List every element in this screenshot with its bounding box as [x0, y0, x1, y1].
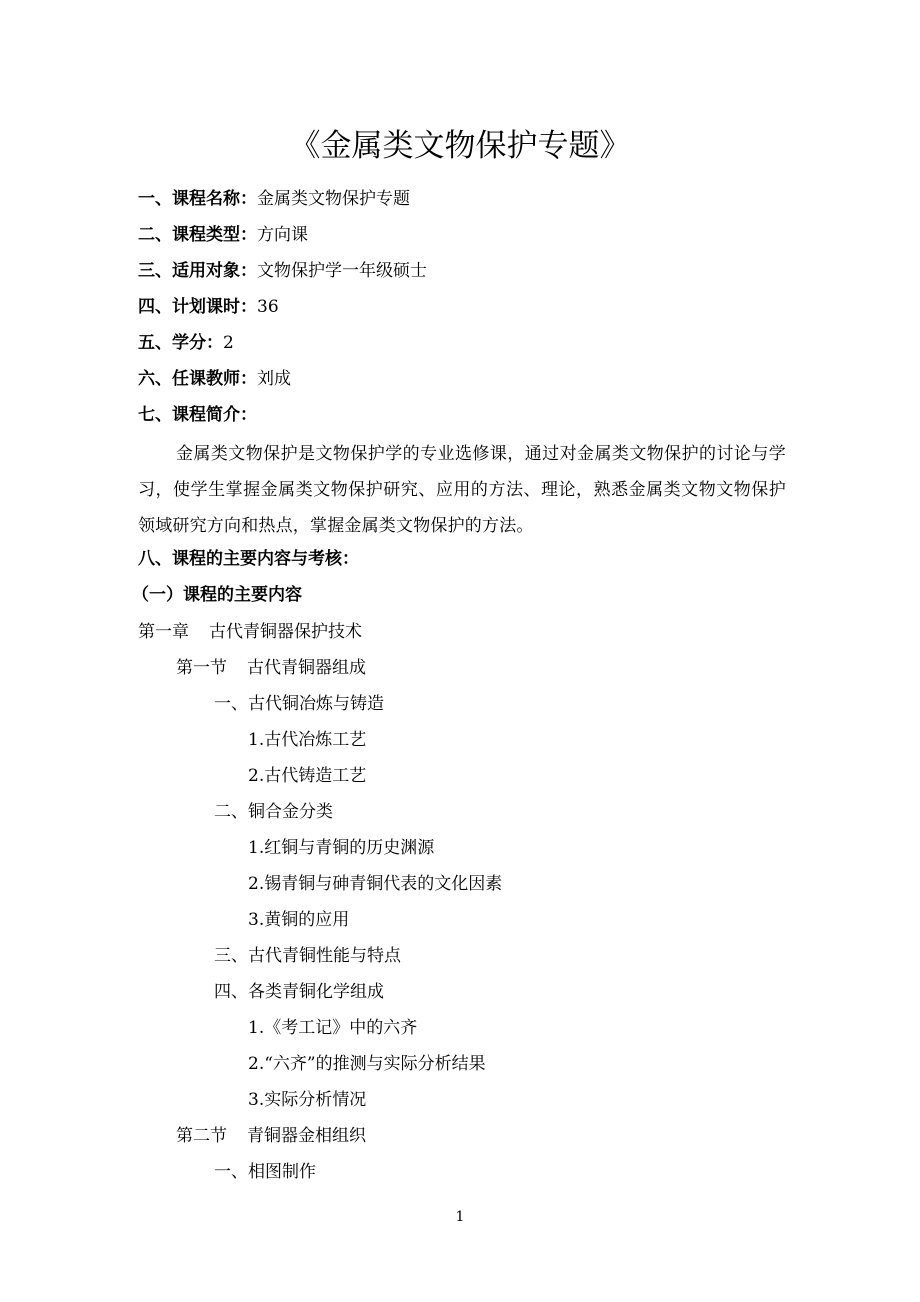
outline-subitem: 3.黄铜的应用: [248, 910, 350, 930]
info-credits: [138, 329, 234, 357]
outline-section: [176, 654, 366, 682]
outline-subitem: 2.锡青铜与砷青铜代表的文化因素: [248, 874, 503, 894]
info-label: 二、课程类型：: [138, 225, 257, 245]
outline-item: 一、相图制作: [214, 1162, 316, 1182]
info-label: 六、任课教师：: [138, 369, 257, 389]
outline-chapter: [138, 618, 362, 646]
intro-paragraph: 金属类文物保护是文物保护学的专业选修课，通过对金属类文物保护的讨论与学习，使学生掌握金属类文物保护研究、应用的方法、理论，熟悉金属类文物文物保护领域研究方向和热点，掌握金属类文物保护的方法。: [138, 444, 786, 536]
outline-item: 一、古代铜冶炼与铸造: [214, 694, 384, 714]
outline-section-number: 第二节: [176, 1126, 227, 1146]
outline-section-title: 青铜器金相组织: [247, 1126, 366, 1146]
info-value: 金属类文物保护专题: [257, 189, 410, 209]
outline-subitem: 2.“六齐”的推测与实际分析结果: [248, 1054, 486, 1074]
info-audience: [138, 257, 427, 285]
outline-subitem: 2.古代铸造工艺: [248, 766, 367, 786]
outline-item: 二、铜合金分类: [214, 802, 333, 822]
outline-chapter-title: 古代青铜器保护技术: [209, 622, 362, 642]
info-teacher: [138, 365, 291, 393]
document-title: 《金属类文物保护专题》: [289, 128, 631, 164]
info-course-name: [138, 185, 410, 213]
outline-item: 三、古代青铜性能与特点: [214, 946, 401, 966]
outline-subitem: 3.实际分析情况: [248, 1090, 367, 1110]
info-value: 36: [257, 297, 279, 317]
outline-subitem: 1.红铜与青铜的历史渊源: [248, 838, 435, 858]
outline-chapter-number: 第一章: [138, 622, 189, 642]
info-value: 文物保护学一年级硕士: [257, 261, 427, 281]
info-hours: [138, 293, 279, 321]
page-number: 1: [455, 1209, 465, 1225]
content-heading: 八、课程的主要内容与考核：: [138, 549, 359, 569]
info-label: 四、计划课时：: [138, 297, 257, 317]
outline-subitem: 1.古代冶炼工艺: [248, 730, 367, 750]
info-value: 刘成: [257, 369, 291, 389]
intro-heading: 七、课程简介：: [138, 405, 257, 425]
info-label: 五、学分：: [138, 333, 223, 353]
outline-item: 四、各类青铜化学组成: [214, 982, 384, 1002]
info-label: 一、课程名称：: [138, 189, 257, 209]
outline-section-title: 古代青铜器组成: [247, 658, 366, 678]
info-label: 三、适用对象：: [138, 261, 257, 281]
info-value: 方向课: [257, 225, 308, 245]
info-value: 2: [223, 333, 234, 353]
info-course-type: [138, 221, 308, 249]
outline-subitem: 1.《考工记》中的六齐: [248, 1018, 418, 1038]
outline-section-number: 第一节: [176, 658, 227, 678]
content-subheading: （一）课程的主要内容: [132, 585, 302, 605]
outline-section: [176, 1122, 366, 1150]
